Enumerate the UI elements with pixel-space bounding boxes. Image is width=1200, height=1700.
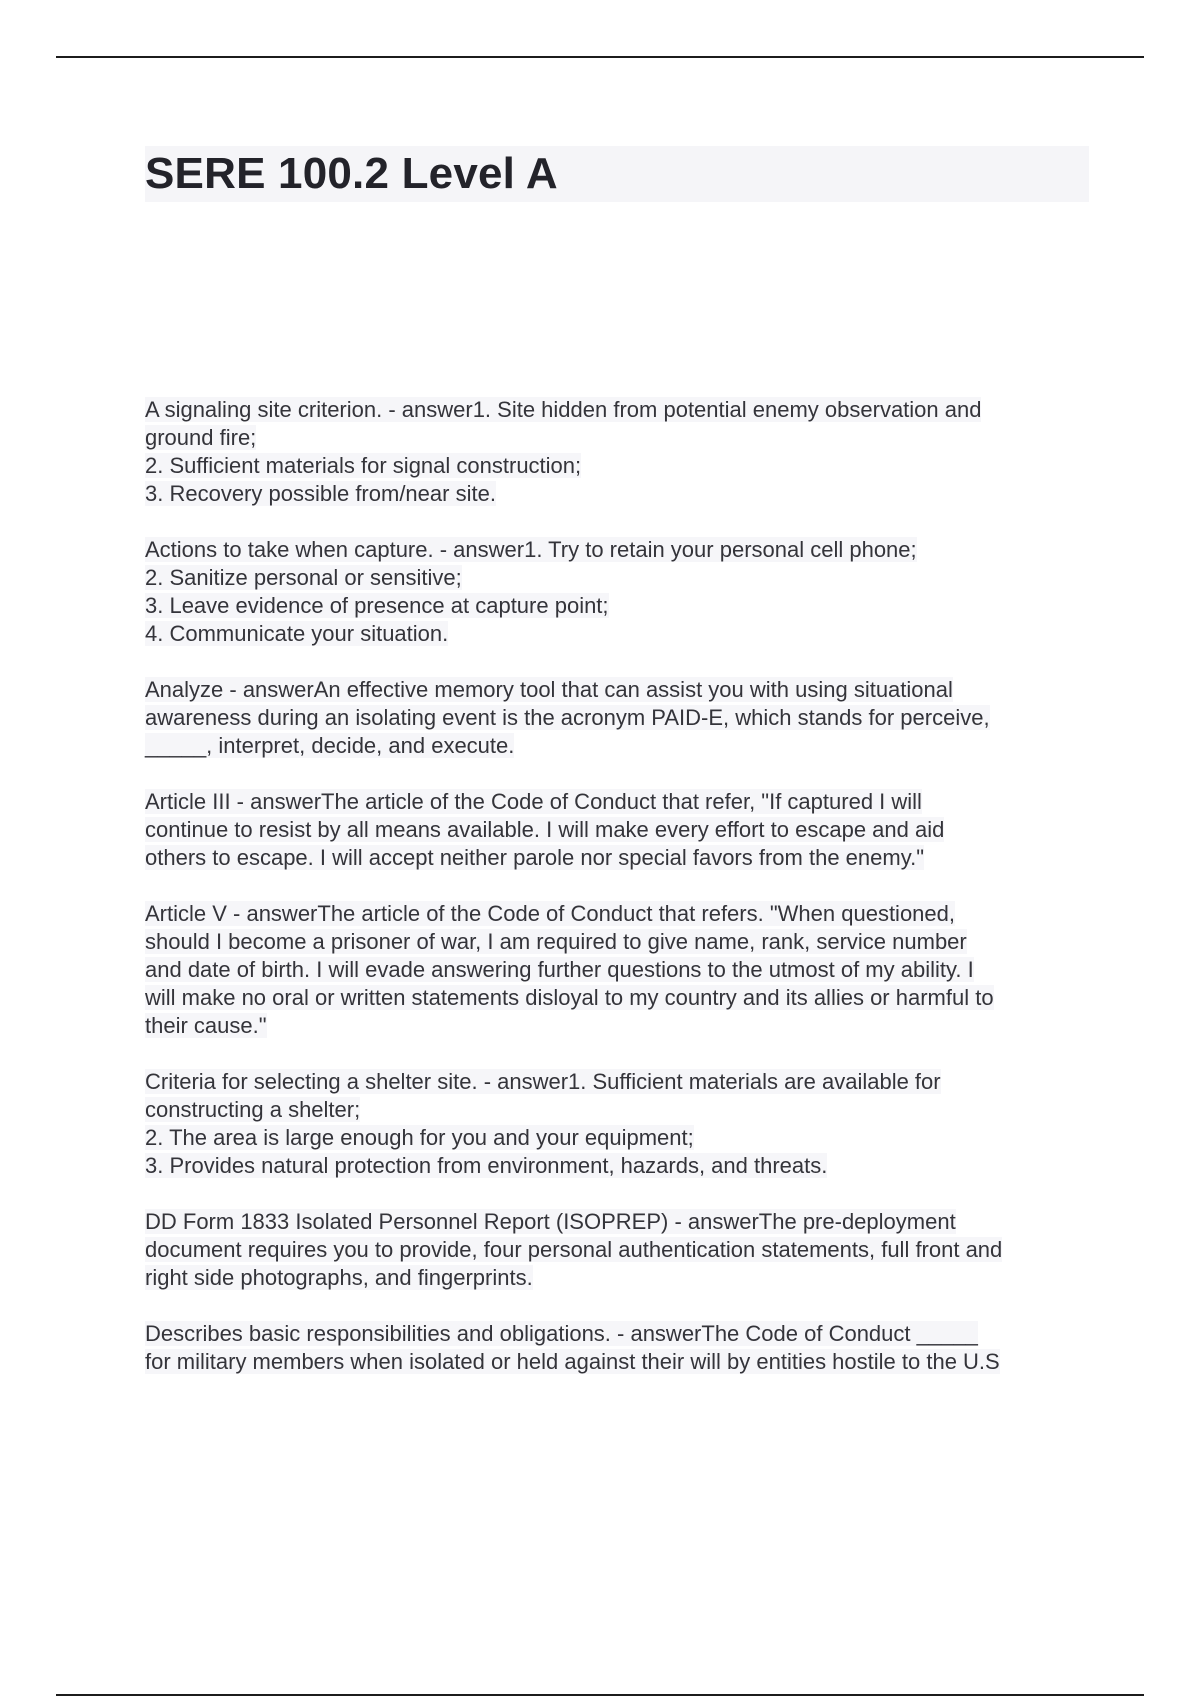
qa-line-text: awareness during an isolating event is the acronym PAID-E, which stands for perceive,: [145, 705, 990, 730]
qa-line-text: 4. Communicate your situation.: [145, 621, 449, 646]
qa-entry: [145, 396, 1095, 508]
qa-line: [145, 1236, 1095, 1264]
qa-line-text: should I become a prisoner of war, I am required to give name, rank, service number: [145, 929, 967, 954]
qa-line: [145, 480, 1095, 508]
qa-list: [145, 396, 1095, 1404]
qa-line: [145, 676, 1095, 704]
qa-line-text: others to escape. I will accept neither parole nor special favors from the enemy.": [145, 845, 925, 870]
qa-line: [145, 1012, 1095, 1040]
qa-line-text: Analyze - answerAn effective memory tool that can assist you with using situational: [145, 677, 953, 702]
qa-line-text: Actions to take when capture. - answer1. Try to retain your personal cell phone;: [145, 537, 917, 562]
qa-line: [145, 620, 1095, 648]
header-rule: [56, 56, 1144, 58]
qa-line: [145, 788, 1095, 816]
qa-line-text: Criteria for selecting a shelter site. - answer1. Sufficient materials are available for: [145, 1069, 941, 1094]
qa-line-text: 2. Sanitize personal or sensitive;: [145, 565, 462, 590]
qa-entry: [145, 536, 1095, 648]
qa-line: [145, 984, 1095, 1012]
qa-line-text: 2. The area is large enough for you and your equipment;: [145, 1125, 694, 1150]
qa-entry: [145, 788, 1095, 872]
qa-line: [145, 844, 1095, 872]
footer-rule: [56, 1694, 1144, 1696]
qa-line: [145, 1320, 1095, 1348]
qa-line: [145, 816, 1095, 844]
qa-line-text: Article III - answerThe article of the Code of Conduct that refer, "If captured I will: [145, 789, 922, 814]
qa-line-text: DD Form 1833 Isolated Personnel Report (ISOPREP) - answerThe pre-deployment: [145, 1209, 956, 1234]
qa-line-text: document requires you to provide, four personal authentication statements, full front and: [145, 1237, 1003, 1262]
qa-line: [145, 1208, 1095, 1236]
qa-entry: [145, 1068, 1095, 1180]
qa-line: [145, 704, 1095, 732]
qa-line: [145, 1124, 1095, 1152]
qa-line: [145, 956, 1095, 984]
qa-line-text: constructing a shelter;: [145, 1097, 361, 1122]
qa-line: [145, 592, 1095, 620]
qa-line-text: 2. Sufficient materials for signal construction;: [145, 453, 582, 478]
qa-line-text: their cause.": [145, 1013, 267, 1038]
qa-line-text: Article V - answerThe article of the Code of Conduct that refers. "When questioned,: [145, 901, 955, 926]
qa-line: [145, 536, 1095, 564]
qa-line: [145, 900, 1095, 928]
qa-line-text: A signaling site criterion. - answer1. Site hidden from potential enemy observation and: [145, 397, 982, 422]
qa-line: [145, 928, 1095, 956]
qa-line: [145, 396, 1095, 424]
qa-line-text: ground fire;: [145, 425, 257, 450]
qa-line: [145, 564, 1095, 592]
qa-line-text: 3. Leave evidence of presence at capture point;: [145, 593, 609, 618]
qa-line: [145, 1152, 1095, 1180]
qa-entry: [145, 676, 1095, 760]
qa-line: [145, 424, 1095, 452]
qa-line-text: 3. Recovery possible from/near site.: [145, 481, 496, 506]
qa-line-text: will make no oral or written statements disloyal to my country and its allies or harmful to: [145, 985, 994, 1010]
qa-entry: [145, 900, 1095, 1040]
qa-line-text: for military members when isolated or held against their will by entities hostile to the U.S: [145, 1349, 1000, 1374]
qa-line: [145, 452, 1095, 480]
page-title: SERE 100.2 Level A: [145, 149, 558, 198]
qa-entry: [145, 1208, 1095, 1292]
qa-line: [145, 1264, 1095, 1292]
qa-line-text: and date of birth. I will evade answering further questions to the utmost of my ability. I: [145, 957, 974, 982]
qa-line: [145, 1096, 1095, 1124]
qa-line: [145, 732, 1095, 760]
qa-line: [145, 1348, 1095, 1376]
qa-line-text: 3. Provides natural protection from environment, hazards, and threats.: [145, 1153, 828, 1178]
qa-line: [145, 1068, 1095, 1096]
qa-line-text: Describes basic responsibilities and obligations. - answerThe Code of Conduct _____: [145, 1321, 978, 1346]
qa-line-text: continue to resist by all means available. I will make every effort to escape and aid: [145, 817, 945, 842]
qa-entry: [145, 1320, 1095, 1376]
qa-line-text: _____, interpret, decide, and execute.: [145, 733, 515, 758]
qa-line-text: right side photographs, and fingerprints.: [145, 1265, 533, 1290]
